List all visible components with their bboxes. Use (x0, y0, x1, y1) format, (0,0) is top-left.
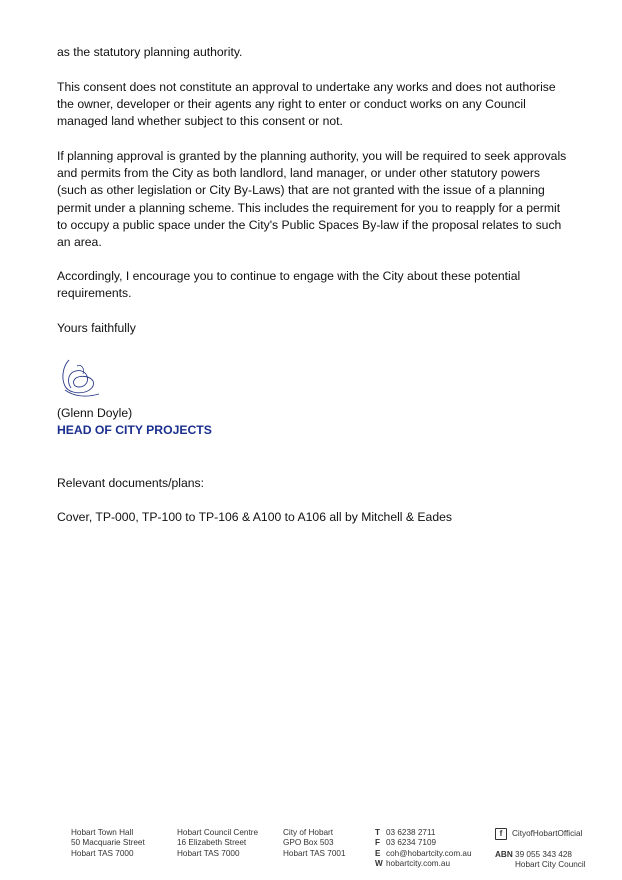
signature (55, 354, 103, 402)
signer-name: (Glenn Doyle) (57, 406, 133, 420)
facebook-link[interactable]: f CityofHobartOfficial (495, 828, 586, 840)
signer-role: HEAD OF CITY PROJECTS (57, 423, 212, 437)
facebook-icon: f (495, 828, 507, 840)
footer-town-hall: Hobart Town Hall 50 Macquarie Street Hobart TAS 7000 (71, 828, 145, 858)
footer-social-abn (495, 828, 586, 871)
contact-web: W hobartcity.com.au (375, 859, 451, 869)
contact-phone: T 03 6238 2711 (375, 828, 436, 837)
footer-contacts (375, 828, 472, 870)
paragraph-engage: Accordingly, I encourage you to continue to engage with the City about these potential requirements. (57, 269, 521, 301)
abn-name: Hobart City Council (515, 860, 586, 870)
paragraph-approvals: If planning approval is granted by the planning authority, you will be required to seek approvals and permits from the City as both landlord, land manager, or under other statutory powers (such as other legislation or City By-Laws) that are not granted with the issue of a planning permit under a planning scheme. This includes the requirement for you to reapply for a permit to occupy a public space under the City's Public Spaces By-law if the proposal relates to such an area. (57, 149, 567, 250)
abn: ABN 39 055 343 428 (495, 850, 572, 859)
contact-email: E coh@hobartcity.com.au (375, 848, 472, 858)
contact-fax: F 03 6234 7109 (375, 838, 437, 848)
paragraph-statutory: as the statutory planning authority. (57, 45, 243, 59)
footer-council-centre: Hobart Council Centre 16 Elizabeth Street Hobart TAS 7000 (177, 828, 259, 858)
closing: Yours faithfully (57, 321, 136, 335)
paragraph-consent: This consent does not constitute an approval to undertake any works and does not authorise the owner, developer or their agents any right to enter or conduct works on any Council managed land whether subject to this consent or not. (57, 80, 556, 129)
documents-list: Cover, TP-000, TP-100 to TP-106 & A100 to A106 all by Mitchell & Eades (57, 510, 452, 524)
footer-postal: City of Hobart GPO Box 503 Hobart TAS 7001 (283, 828, 346, 858)
documents-label: Relevant documents/plans: (57, 476, 205, 490)
